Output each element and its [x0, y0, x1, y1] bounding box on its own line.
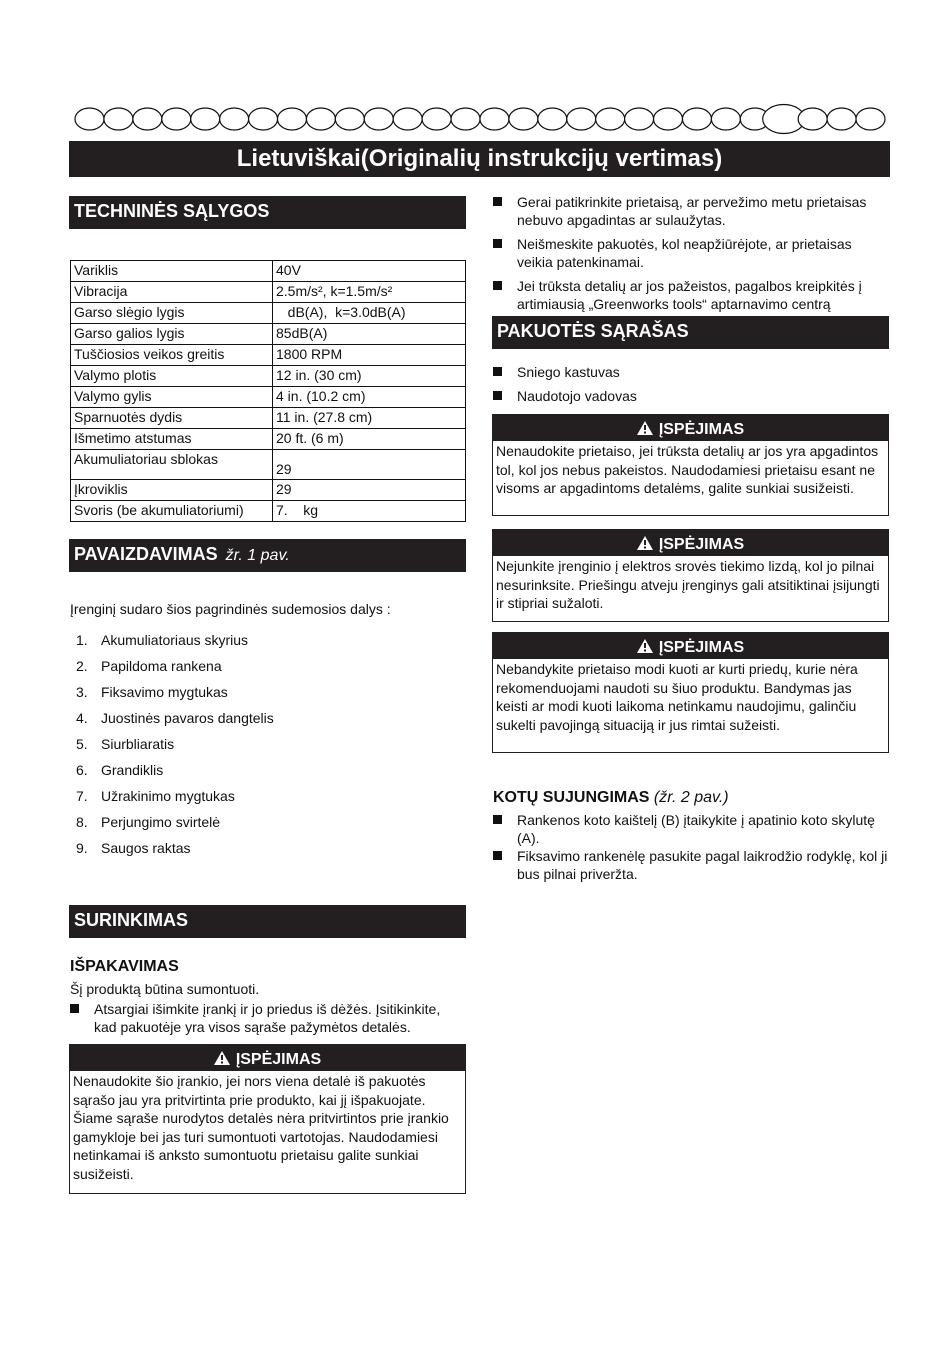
bullet-text: Naudotojo vadovas	[517, 388, 637, 404]
bullet-square-icon	[493, 239, 502, 248]
warning-header	[493, 530, 888, 556]
spec-value: 12 in. (30 cm)	[273, 366, 466, 387]
list-item-label: Saugos raktas	[101, 840, 191, 856]
page-oval	[682, 108, 711, 130]
page-indicator-ovals	[74, 103, 886, 135]
list-item-number: 7.	[76, 788, 88, 804]
warning-text: Nebandykite prietaiso modi kuoti ar kurti priedų, kurie nėra rekomenduojami naudoti su šiuo produktu. Bandymas jas keisti ar modi kuoti laikoma netinkamu naudojimu, galinčiu sukelti pavojingą situaciją ir jus rimtai sužeisti.	[496, 661, 858, 733]
list-item-label: Juostinės pavaros dangtelis	[101, 710, 274, 726]
bullet-text: Atsargiai išimkite įrankį ir jo priedus iš dėžės. Įsitikinkite, kad pakuotėje yra visos sąraše pažymėtos detalės.	[94, 1001, 441, 1035]
list-item	[76, 710, 274, 736]
spec-label: Svoris (be akumuliatoriumi)	[71, 501, 273, 522]
spec-value: 2.5m/s², k=1.5m/s²	[273, 282, 466, 303]
illustration-heading	[69, 539, 466, 572]
page-oval	[191, 108, 220, 130]
spec-label: Valymo plotis	[71, 366, 273, 387]
bullet-item	[493, 235, 891, 271]
table-row	[71, 366, 466, 387]
bullet-item	[493, 847, 891, 883]
page-oval	[480, 108, 509, 130]
page-oval	[596, 108, 625, 130]
spec-label: Išmetimo atstumas	[71, 429, 273, 450]
warning-triangle-icon	[637, 639, 653, 653]
parts-list	[76, 632, 274, 866]
list-item-label: Grandiklis	[101, 762, 164, 778]
list-item	[76, 736, 274, 762]
page-oval	[711, 108, 740, 130]
spec-value: 4 in. (10.2 cm)	[273, 387, 466, 408]
list-item	[76, 814, 274, 840]
list-item-number: 4.	[76, 710, 88, 726]
inspection-bullets	[493, 193, 891, 319]
bullet-text: Neišmeskite pakuotės, kol neapžiūrėjote, ar prietaisas veikia patenkinamai.	[517, 236, 852, 270]
warning-header	[493, 415, 888, 441]
page-title: Lietuviškai(Originalių instrukcijų vertimas)	[69, 141, 890, 177]
table-row	[71, 303, 466, 324]
list-item-label: Užrakinimo mygtukas	[101, 788, 235, 804]
bullet-item	[493, 387, 891, 405]
spec-label: Garso galios lygis	[71, 324, 273, 345]
warning-box	[492, 529, 889, 622]
spec-value: 1800 RPM	[273, 345, 466, 366]
table-row	[71, 429, 466, 450]
table-row	[71, 408, 466, 429]
list-item-label: Fiksavimo mygtukas	[101, 684, 228, 700]
list-item-number: 2.	[76, 658, 88, 674]
spec-value: 11 in. (27.8 cm)	[273, 408, 466, 429]
shaft-bullets	[493, 811, 891, 883]
warning-header	[493, 633, 888, 659]
page-oval	[75, 108, 104, 130]
page-oval	[364, 108, 393, 130]
page-oval	[538, 108, 567, 130]
warning-triangle-icon	[637, 421, 653, 435]
spec-label: Tuščiosios veikos greitis	[71, 345, 273, 366]
page-oval	[567, 108, 596, 130]
spec-label: Valymo gylis	[71, 387, 273, 408]
list-item	[76, 762, 274, 788]
spec-value: 40V	[273, 261, 466, 282]
spec-value: 20 ft. (6 m)	[273, 429, 466, 450]
bullet-text: Fiksavimo rankenėlę pasukite pagal laikrodžio rodyklę, kol ji bus pilnai priveržta.	[517, 848, 888, 882]
illustration-intro: Įrenginį sudaro šios pagrindinės sudemosios dalys :	[70, 601, 391, 617]
page-oval	[393, 108, 422, 130]
illustration-heading-text: PAVAIZDAVIMAS	[74, 544, 218, 564]
bullet-square-icon	[493, 197, 502, 206]
table-row	[71, 345, 466, 366]
bullet-text: Jei trūksta detalių ar jos pažeistos, pagalbos kreipkitės į artimiausią „Greenworks tools“ aptarnavimo centrą	[517, 278, 862, 312]
unpacking-title: IŠPAKAVIMAS	[70, 958, 179, 975]
warning-text: Nenaudokite prietaiso, jei trūksta detalių ar jos yra apgadintos tol, kol jos nebus pakeistos. Naudodamiesi prietaisu esant ne visoms ar apgadintoms detalėms, galite sunkiai susižeisti.	[496, 443, 879, 497]
packing-heading-text: PAKUOTĖS SĄRAŠAS	[497, 321, 689, 341]
list-item-number: 1.	[76, 632, 88, 648]
specs-heading-text: TECHNINĖS SĄLYGOS	[74, 201, 270, 221]
list-item	[76, 840, 274, 866]
table-row	[71, 450, 466, 480]
warning-header	[70, 1045, 465, 1071]
page-oval	[162, 108, 191, 130]
list-item	[76, 632, 274, 658]
assembly-heading-text: SURINKIMAS	[74, 910, 189, 930]
bullet-item	[493, 811, 891, 847]
specs-heading	[69, 196, 466, 229]
packing-heading	[492, 316, 889, 349]
bullet-square-icon	[493, 851, 502, 860]
warning-label: ĮSPĖJIMAS	[235, 1051, 322, 1068]
page-oval	[827, 108, 856, 130]
page-oval	[220, 108, 249, 130]
table-row	[71, 387, 466, 408]
bullet-square-icon	[493, 391, 502, 400]
spec-value: 7. kg	[273, 501, 466, 522]
warning-text: Nejunkite įrenginio į elektros srovės tiekimo lizdą, kol jo pilnai nesurinksite. Priešingu atveju įrenginys gali atsitiktinai įsijungti ir stipriai sužaloti.	[496, 558, 880, 612]
bullet-text: Sniego kastuvas	[517, 364, 620, 380]
warning-triangle-icon	[637, 536, 653, 550]
warning-box	[492, 414, 889, 516]
shaft-title-text: KOTŲ SUJUNGIMAS	[493, 789, 650, 806]
bullet-item	[70, 1000, 466, 1036]
spec-label: Variklis	[71, 261, 273, 282]
table-row	[71, 261, 466, 282]
bullet-item	[493, 193, 891, 229]
bullet-square-icon	[493, 281, 502, 290]
spec-label: Sparnuotės dydis	[71, 408, 273, 429]
page-oval	[277, 108, 306, 130]
packing-list	[493, 363, 891, 411]
warning-triangle-icon	[214, 1051, 230, 1065]
unpacking-text: Šį produktą būtina sumontuoti.	[70, 981, 260, 997]
spec-value: dB(A), k=3.0dB(A)	[273, 303, 466, 324]
specs-table	[70, 260, 466, 522]
warning-text: Nenaudokite šio įrankio, jei nors viena detalė iš pakuotės sąrašo jau yra pritvirtinta prie produkto, kai jį išpakuojate. Šiame sąraše nurodytos detalės nėra pritvirtintos prie įrankio gamykloje bei jas turi sumontuoti vartotojas. Naudodamiesi netinkamai iš anksto sumontuotu prietaisu galite sunkiai susižeisti.	[73, 1073, 449, 1182]
bullet-square-icon	[493, 815, 502, 824]
list-item	[76, 658, 274, 684]
page-oval	[133, 108, 162, 130]
page-oval	[856, 108, 885, 130]
list-item-number: 8.	[76, 814, 88, 830]
list-item-label: Siurbliaratis	[101, 736, 175, 752]
bullet-item	[493, 277, 891, 313]
shaft-title	[493, 789, 729, 807]
list-item-label: Papildoma rankena	[101, 658, 222, 674]
spec-label: Garso slėgio lygis	[71, 303, 273, 324]
page-oval	[654, 108, 683, 130]
list-item-label: Akumuliatoriaus skyrius	[101, 632, 249, 648]
page-oval	[798, 108, 827, 130]
list-item-label: Perjungimo svirtelė	[101, 814, 221, 830]
bullet-text: Gerai patikrinkite prietaisą, ar pervežimo metu prietaisas nebuvo apgadintas ar sulaužytas.	[517, 194, 867, 228]
bullet-text: Rankenos koto kaištelį (B) įtaikykite į apatinio koto skylutę (A).	[517, 812, 875, 846]
spec-label: Vibracija	[71, 282, 273, 303]
spec-label: Įkroviklis	[71, 480, 273, 501]
list-item	[76, 788, 274, 814]
page-oval	[509, 108, 538, 130]
page-oval	[625, 108, 654, 130]
list-item-number: 5.	[76, 736, 88, 752]
warning-label: ĮSPĖJIMAS	[658, 421, 745, 438]
unpacking-bullets	[70, 1000, 466, 1036]
page-oval	[335, 108, 364, 130]
spec-value: 29	[273, 450, 466, 480]
page-oval	[249, 108, 278, 130]
spec-value: 85dB(A)	[273, 324, 466, 345]
shaft-ref: (žr. 2 pav.)	[653, 789, 729, 806]
page-oval	[422, 108, 451, 130]
bullet-square-icon	[70, 1004, 79, 1013]
spec-label: Akumuliatoriau sblokas	[71, 450, 273, 480]
table-row	[71, 480, 466, 501]
bullet-item	[493, 363, 891, 381]
warning-label: ĮSPĖJIMAS	[658, 639, 745, 656]
illustration-ref: žr. 1 pav.	[225, 547, 290, 564]
warning-label: ĮSPĖJIMAS	[658, 536, 745, 553]
table-row	[71, 501, 466, 522]
spec-value: 29	[273, 480, 466, 501]
bullet-square-icon	[493, 367, 502, 376]
page-oval	[104, 108, 133, 130]
list-item-number: 6.	[76, 762, 88, 778]
table-row	[71, 282, 466, 303]
list-item-number: 3.	[76, 684, 88, 700]
page-oval	[451, 108, 480, 130]
table-row	[71, 324, 466, 345]
page-oval	[306, 108, 335, 130]
assembly-warning-box	[69, 1044, 466, 1194]
list-item	[76, 684, 274, 710]
assembly-heading	[69, 905, 466, 938]
list-item-number: 9.	[76, 840, 88, 856]
warning-box	[492, 632, 889, 753]
